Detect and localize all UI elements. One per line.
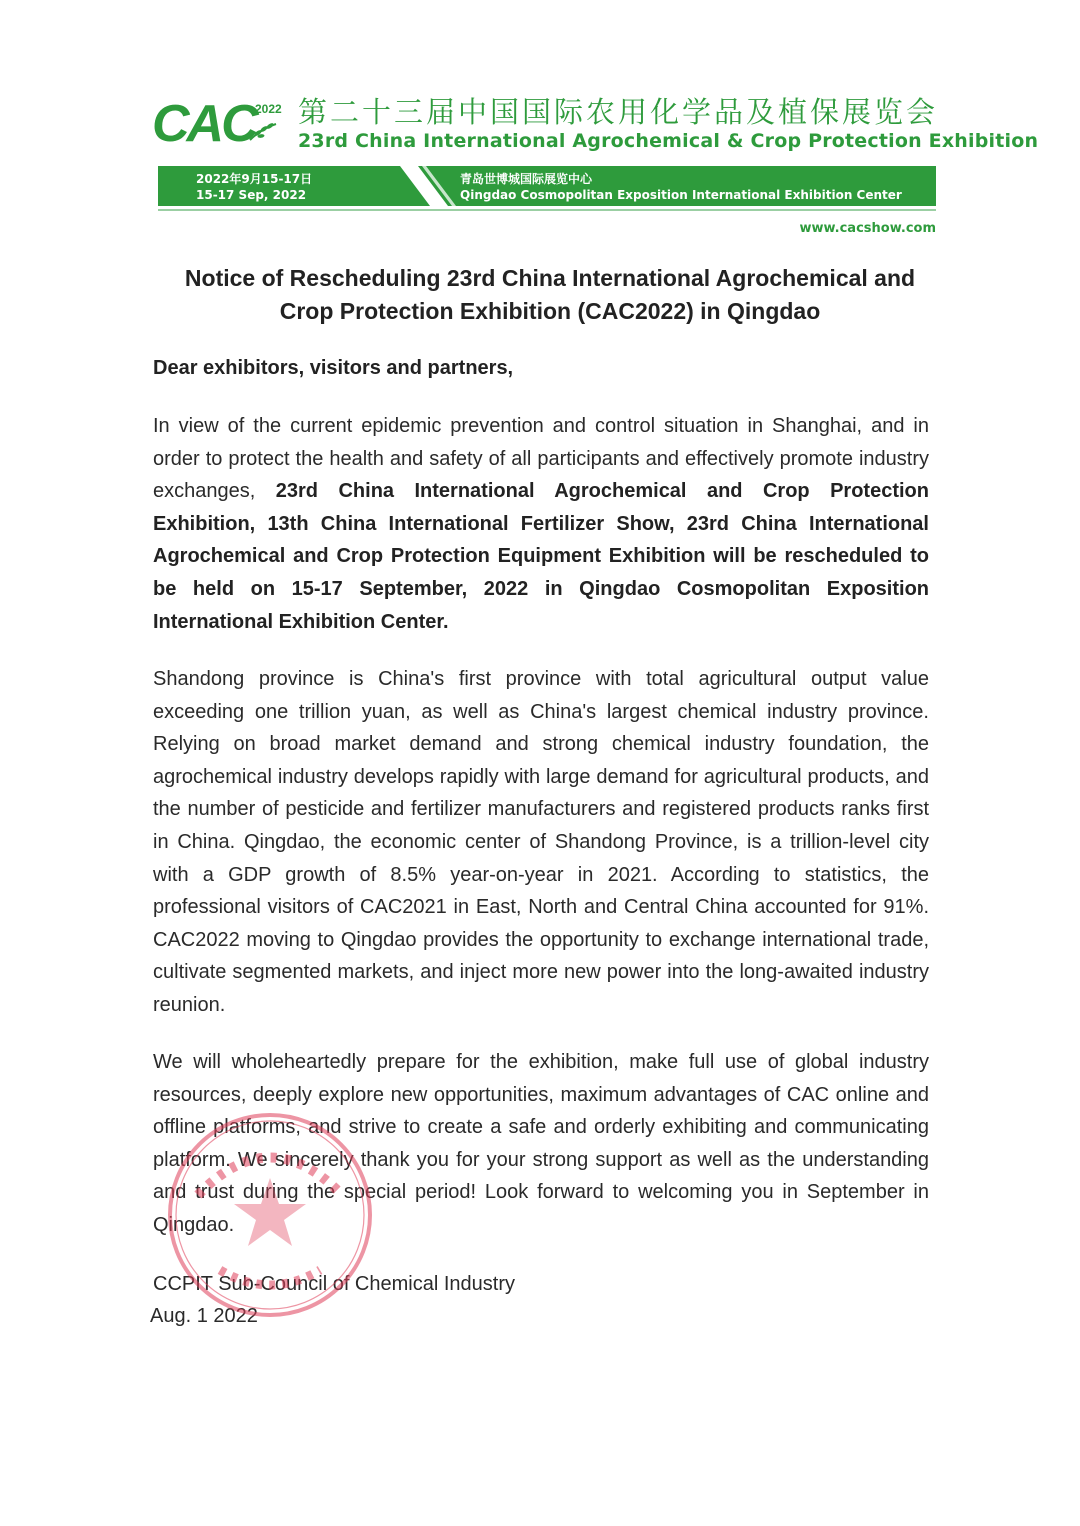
notice-title-line-2: Crop Protection Exhibition (CAC2022) in Qingdao: [279, 298, 821, 324]
logo-text: CAC: [152, 95, 256, 153]
exhibition-venue: [460, 171, 902, 203]
notice-title-line-1: Notice of Rescheduling 23rd China International Agrochemical and: [184, 265, 916, 291]
cac-logo: [150, 92, 290, 152]
venue-chinese: 青岛世博城国际展览中心: [460, 172, 593, 186]
exhibition-title-chinese: 第二十三届中国国际农用化学品及植保展览会: [298, 95, 939, 129]
signature-block: [150, 1268, 515, 1332]
notice-title: [150, 262, 950, 328]
venue-english: Qingdao Cosmopolitan Exposition International Exhibition Center: [460, 188, 902, 202]
greeting: Dear exhibitors, visitors and partners,: [153, 357, 514, 379]
exhibition-dates: [196, 171, 312, 203]
date-english: 15-17 Sep, 2022: [196, 188, 307, 202]
signatory: CCPIT Sub-Council of Chemical Industry: [153, 1273, 515, 1295]
letterhead: [150, 88, 1039, 238]
date-chinese: 2022年9月15-17日: [196, 172, 313, 186]
logo-year: 2022: [255, 102, 282, 116]
paragraph-1-bold-text: 23rd China International Agrochemical and Crop Protection Exhibition, 13th China International Fertilizer Show, 23rd China International Agrochemical and Crop Protection Equipment Exhibition will be rescheduled to be held on 15-17 September, 2022 in Qingdao Cosmopolitan Exposition International Exhibition Center.: [153, 480, 929, 633]
website-link[interactable]: www.cacshow.com: [799, 221, 936, 236]
paragraph-3: We will wholeheartedly prepare for the exhibition, make full use of global industry resources, deeply explore new opportunities, maximum advantages of CAC online and offline platforms, and strive to create a safe and orderly exhibiting and communicating platform. We sincerely thank you for your strong support as well as the understanding and trust during the special period! Look forward to welcoming you in September in Qingdao.: [153, 1051, 929, 1236]
exhibition-title-english: 23rd China International Agrochemical & Crop Protection Exhibition: [298, 130, 1039, 152]
paragraph-1: [153, 410, 929, 638]
band-divider-shape: [400, 166, 460, 206]
paragraph-1-text: In view of the current epidemic prevention and control situation in Shanghai, and in order to protect the health and safety of all participants and effectively promote industry exchanges,: [153, 415, 929, 503]
signature-date: Aug. 1 2022: [150, 1305, 258, 1327]
leaf-icon: [248, 120, 278, 142]
band-underline: [158, 209, 936, 211]
paragraph-2: Shandong province is China's first province with total agricultural output value exceeding one trillion yuan, as well as China's largest chemical industry province. Relying on broad market demand and strong chemical industry foundation, the agrochemical industry develops rapidly with large demand for agricultural products, and the number of pesticide and fertilizer manufacturers and registered products ranks first in China. Qingdao, the economic center of Shandong Province, is a trillion-level city with a GDP growth of 8.5% year-on-year in 2021. According to statistics, the professional visitors of CAC2021 in East, North and Central China accounted for 91%. CAC2022 moving to Qingdao provides the opportunity to exchange international trade, cultivate segmented markets, and inject more new power into the long-awaited industry reunion.: [153, 668, 929, 1016]
